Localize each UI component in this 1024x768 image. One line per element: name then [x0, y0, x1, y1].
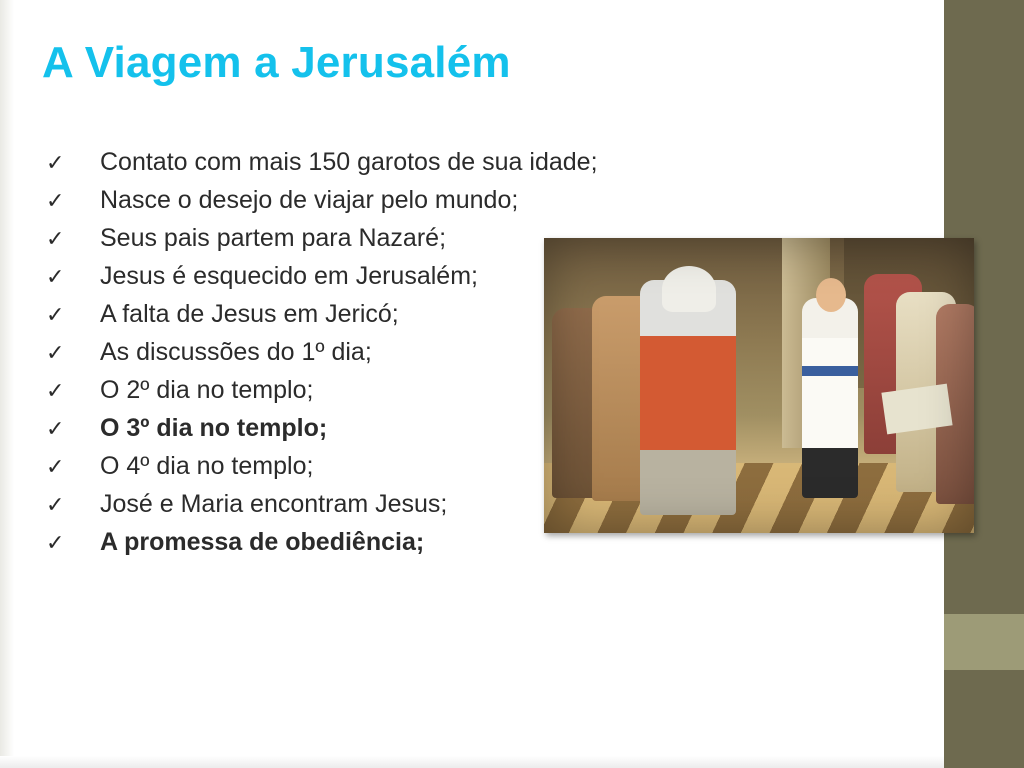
list-item [46, 490, 566, 528]
check-icon: ✓ [46, 530, 65, 555]
check-icon: ✓ [46, 492, 65, 517]
list-item-label: Nasce o desejo de viajar pelo mundo; [100, 186, 519, 214]
list-item-label: A falta de Jesus em Jericó; [100, 300, 399, 328]
slide-image [544, 238, 974, 533]
list-item [46, 262, 566, 300]
left-edge-gradient [0, 0, 14, 768]
list-item [46, 338, 566, 376]
check-icon: ✓ [46, 264, 65, 289]
painting-artwork [544, 238, 974, 533]
bullet-list [46, 148, 598, 566]
check-icon: ✓ [46, 302, 65, 327]
list-item-label: O 3º dia no templo; [100, 414, 328, 442]
check-icon: ✓ [46, 226, 65, 251]
page-title: A Viagem a Jerusalém [42, 38, 511, 87]
list-item [46, 528, 566, 566]
list-item-label: Contato com mais 150 garotos de sua idade; [100, 148, 598, 176]
bottom-edge-gradient [0, 756, 1024, 768]
right-accent-bar-lower [944, 700, 1024, 768]
list-item-label: A promessa de obediência; [100, 528, 425, 556]
list-item [46, 186, 566, 224]
check-icon: ✓ [46, 416, 65, 441]
list-item [46, 300, 566, 338]
right-accent-bar-light [944, 614, 1024, 670]
list-item [46, 148, 598, 186]
check-icon: ✓ [46, 454, 65, 479]
list-item-label: O 2º dia no templo; [100, 376, 314, 404]
list-item [46, 376, 566, 414]
list-item [46, 452, 566, 490]
list-item-label: Jesus é esquecido em Jerusalém; [100, 262, 478, 290]
check-icon: ✓ [46, 340, 65, 365]
list-item [46, 414, 566, 452]
check-icon: ✓ [46, 188, 65, 213]
check-icon: ✓ [46, 378, 65, 403]
list-item-label: As discussões do 1º dia; [100, 338, 372, 366]
list-item-label: Seus pais partem para Nazaré; [100, 224, 447, 252]
list-item [46, 224, 566, 262]
check-icon: ✓ [46, 150, 65, 175]
list-item-label: José e Maria encontram Jesus; [100, 490, 448, 518]
painting-vignette [544, 238, 974, 533]
list-item-label: O 4º dia no templo; [100, 452, 314, 480]
